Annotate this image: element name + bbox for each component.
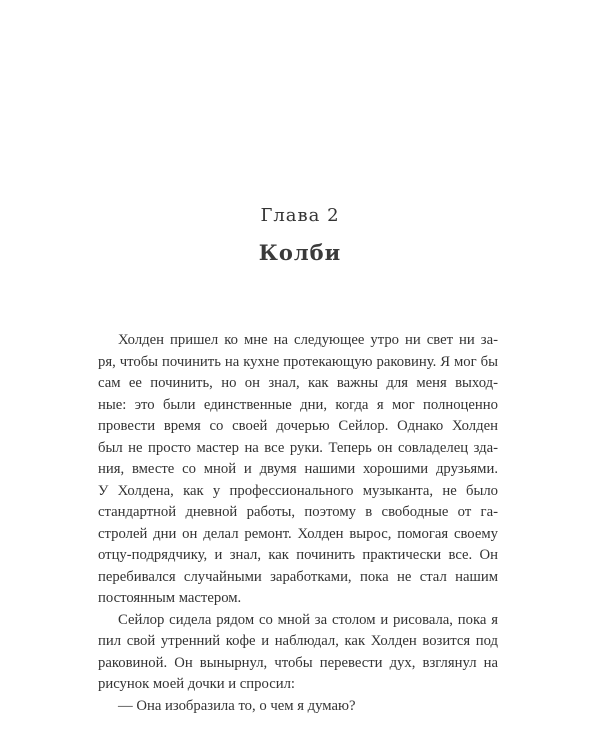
paragraph xyxy=(98,330,498,610)
text-line: рисунок моей дочки и спросил: xyxy=(98,676,295,692)
text-line: отцу-подрядчику, и знал, как починить практически все. Он xyxy=(98,547,498,563)
body-text xyxy=(98,330,498,717)
text-line: постоянным мастером. xyxy=(98,590,242,606)
text-line: У Холдена, как у профессионального музыканта, не было xyxy=(98,482,498,499)
text-line: был не просто мастер на все руки. Теперь он совладелец зда- xyxy=(98,439,498,456)
chapter-title: Колби xyxy=(258,240,342,265)
text-line: стандартной дневной работы, поэтому в свободные от га- xyxy=(98,504,498,520)
text-line: стролей дни он делал ремонт. Холден вырос, помогая своему xyxy=(98,525,498,542)
text-line: ные: это были единственные дни, когда я мог полноценно xyxy=(98,396,498,413)
text-line: ря, чтобы починить на кухне протекающую раковину. Я мог бы xyxy=(98,353,498,370)
text-line: сам ее починить, но он знал, как важны для меня выход- xyxy=(98,375,498,391)
text-line: Холден пришел ко мне на следующее утро ни свет ни за- xyxy=(118,332,498,348)
text-line: пил свой утренний кофе и наблюдал, как Холден возится под xyxy=(98,633,498,649)
text-line: ния, вместе со мной и двумя нашими хорошими друзьями. xyxy=(98,461,498,477)
paragraph xyxy=(98,610,498,696)
text-line: — Она изобразила то, о чем я думаю? xyxy=(118,697,356,714)
text-line: перебивался случайными заработками, пока не стал нашим xyxy=(98,568,498,585)
paragraph xyxy=(98,696,498,718)
text-line: Сейлор сидела рядом со мной за столом и рисовала, пока я xyxy=(118,611,498,628)
text-line: провести время со своей дочерью Сейлор. Однако Холден xyxy=(98,418,498,434)
text-line: раковиной. Он вынырнул, чтобы перевести дух, взглянул на xyxy=(98,654,498,671)
chapter-number: Глава 2 xyxy=(260,205,340,226)
